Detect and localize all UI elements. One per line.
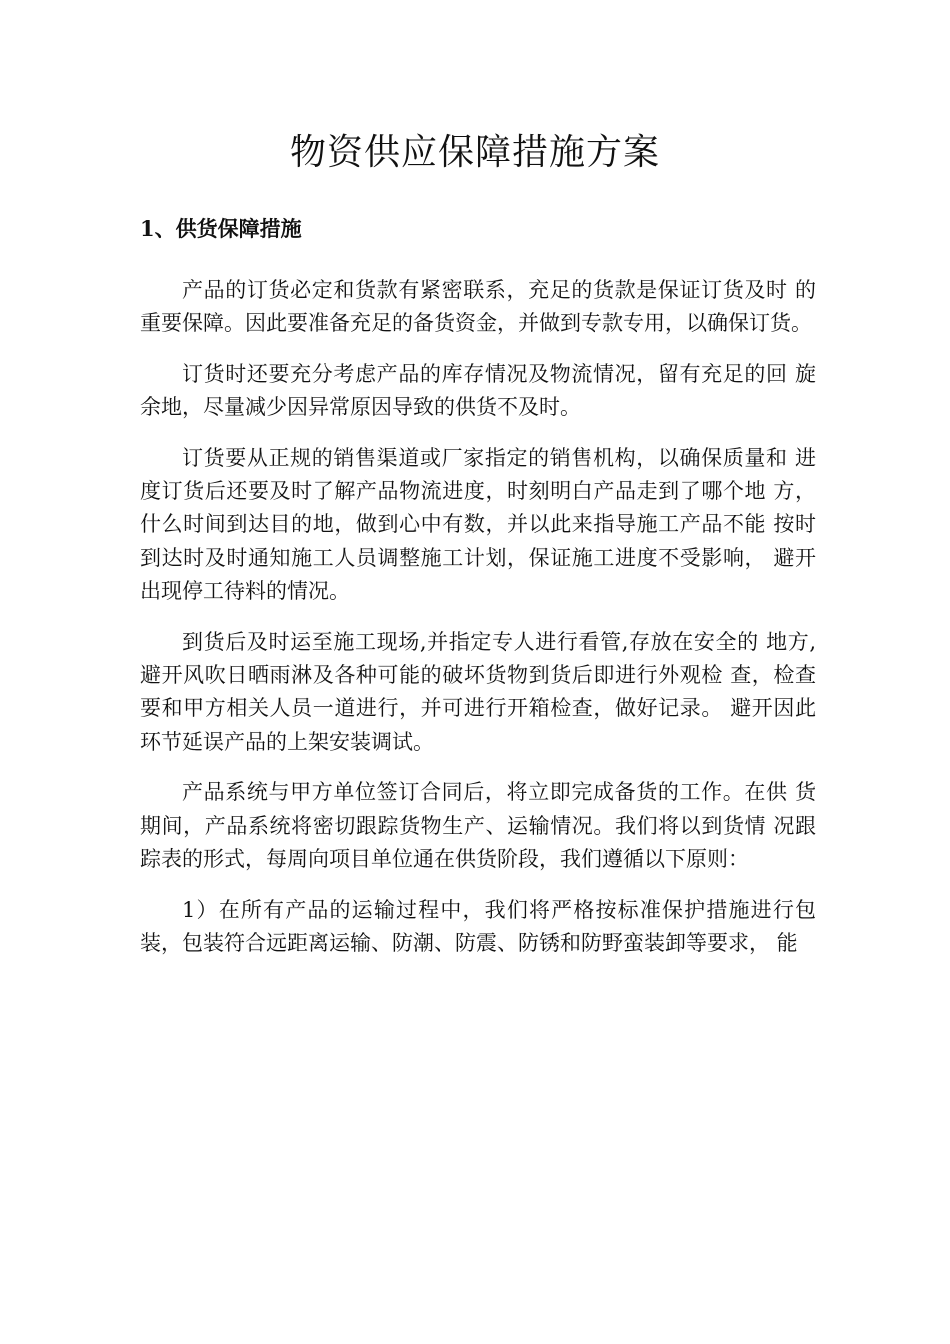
paragraph: 订货要从正规的销售渠道或厂家指定的销售机构，以确保质量和 进度订货后还要及时了解产品物流进度，时刻明白产品走到了哪个地 方，什么时间到达目的地，做到心中有数，并以此来指导施工产品不能 按时到达时及时通知施工人员调整施工计划，保证施工进度不受影响， 避开出现停工待料的情况。 [140,445,816,604]
paragraph: 产品系统与甲方单位签订合同后，将立即完成备货的工作。在供 货期间，产品系统将密切跟踪货物生产、运输情况。我们将以到货情 况跟踪表的形式，每周向项目单位通在供货阶段，我们遵循以下原则： [140,780,816,872]
section-heading: 1、供货保障措施 [140,216,302,241]
paragraph: 1）在所有产品的运输过程中，我们将严格按标准保护措施进行包装，包装符合远距离运输、防潮、防震、防锈和防野蛮装卸等要求， 能 [140,897,816,955]
document-body [140,274,816,977]
document-title: 物资供应保障措施方案 [289,132,660,173]
paragraph: 产品的订货必定和货款有紧密联系，充足的货款是保证订货及时 的重要保障。因此要准备充足的备货资金，并做到专款专用，以确保订货。 [140,278,816,336]
paragraph: 到货后及时运至施工现场,并指定专人进行看管,存放在安全的 地方,避开风吹日晒雨淋及各种可能的破坏货物到货后即进行外观检 查，检查要和甲方相关人员一道进行，并可进行开箱检查，做好记录。 避开因此环节延误产品的上架安装调试。 [140,629,816,754]
paragraph: 订货时还要充分考虑产品的库存情况及物流情况，留有充足的回 旋余地，尽量减少因异常原因导致的供货不及时。 [140,361,816,420]
